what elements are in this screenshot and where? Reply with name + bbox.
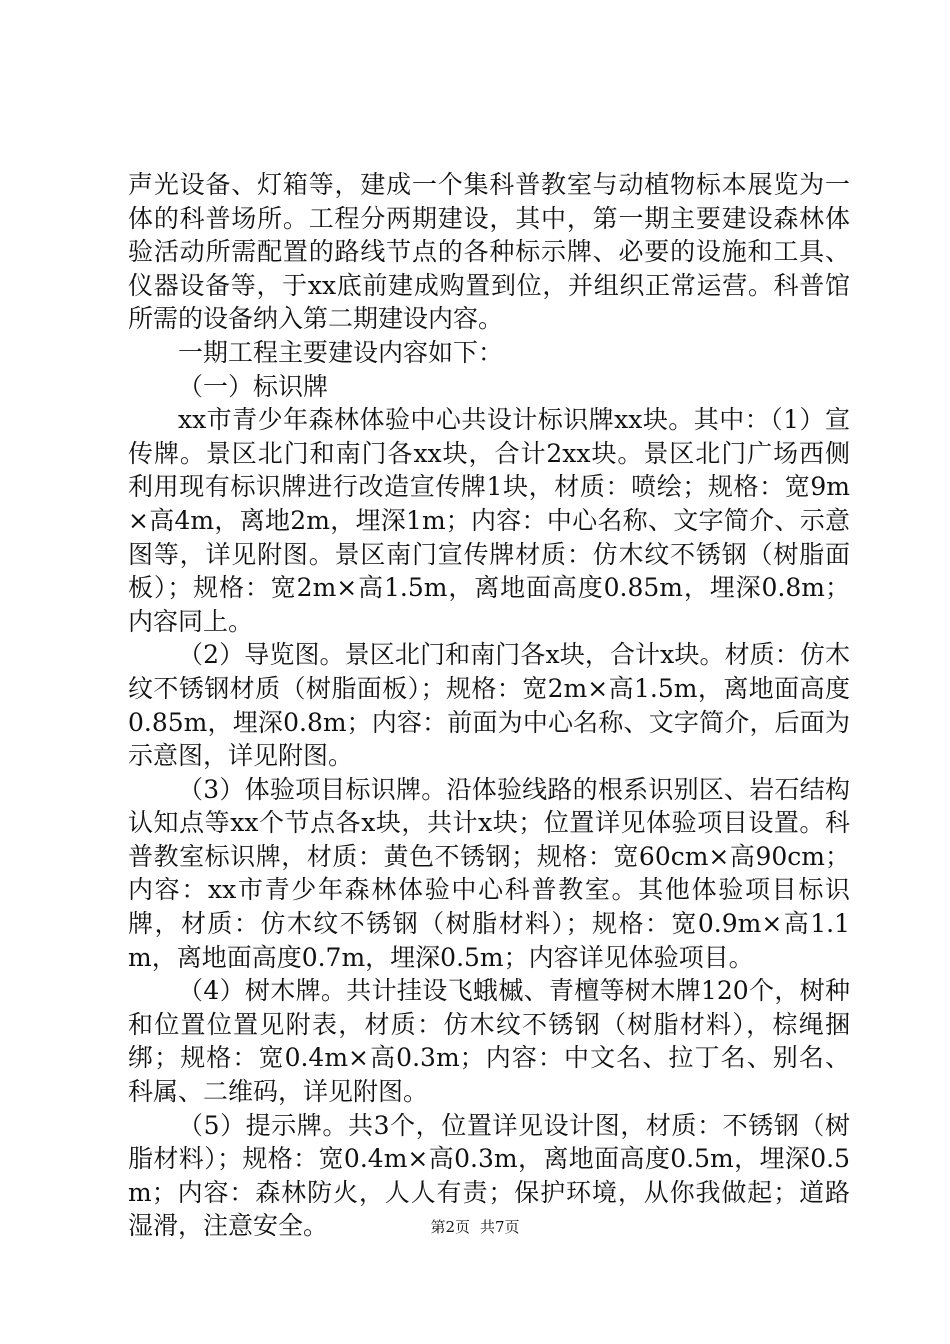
paragraph-warning-signs: （5）提示牌。共3个，位置详见设计图，材质：不锈钢（树脂材料）；规格：宽0.4m×高0.3m，离地面高度0.5m，埋深0.5m；内容：森林防火，人人有责；保护环境，从你我做起；道路湿滑，注意安全。 [128,1110,850,1241]
paragraph-guide-map: （2）导览图。景区北门和南门各x块，合计x块。材质：仿木纹不锈钢材质（树脂面板）；规格：宽2m×高1.5m，离地面高度0.85m，埋深0.8m；内容：前面为中心名称、文字简介，后面为示意图，详见附图。 [128,640,850,771]
paragraph-signage-promo: xx市青少年森林体验中心共设计标识牌xx块。其中：（1）宣传牌。景区北门和南门各xx块，合计2xx块。景区北门广场西侧利用现有标识牌进行改造宣传牌1块，材质：喷绘；规格：宽9m×高4m，离地2m，埋深1m；内容：中心名称、文字简介、示意图等，详见附图。景区南门宣传牌材质：仿木纹不锈钢（树脂面板）；规格：宽2m×高1.5m，离地面高度0.85m，埋深0.8m；内容同上。 [128,405,850,636]
paragraph-phase-one-heading: 一期工程主要建设内容如下： [178,337,504,367]
section-heading-signage: （一）标识牌 [178,371,329,401]
page-total: 共7页 [480,1218,520,1236]
paragraph-tree-tags: （4）树木牌。共计挂设飞蛾槭、青檀等树木牌120个，树种和位置位置见附表，材质：仿木纹不锈钢（树脂材料），棕绳捆绑；规格：宽0.4m×高0.3m；内容：中文名、拉丁名、别名、科属、二维码，详见附图。 [128,976,850,1107]
paragraph-experience-signs: （3）体验项目标识牌。沿体验线路的根系识别区、岩石结构认知点等xx个节点各x块，共计x块；位置详见体验项目设置。科普教室标识牌，材质：黄色不锈钢；规格：宽60cm×高90cm；内容：xx市青少年森林体验中心科普教室。其他体验项目标识牌，材质：仿木纹不锈钢（树脂材料）；规格：宽0.9m×高1.1m，离地面高度0.7m，埋深0.5m；内容详见体验项目。 [128,774,850,972]
paragraph-intro-continuation: 声光设备、灯箱等，建成一个集科普教室与动植物标本展览为一体的科普场所。工程分两期建设，其中，第一期主要建设森林体验活动所需配置的路线节点的各种标示牌、必要的设施和工具、仪器设备等，于xx底前建成购置到位，并组织正常运营。科普馆所需的设备纳入第二期建设内容。 [128,170,850,334]
page-footer [0,1217,950,1237]
page-number: 第2页 [430,1218,470,1236]
document-body [128,168,850,1243]
